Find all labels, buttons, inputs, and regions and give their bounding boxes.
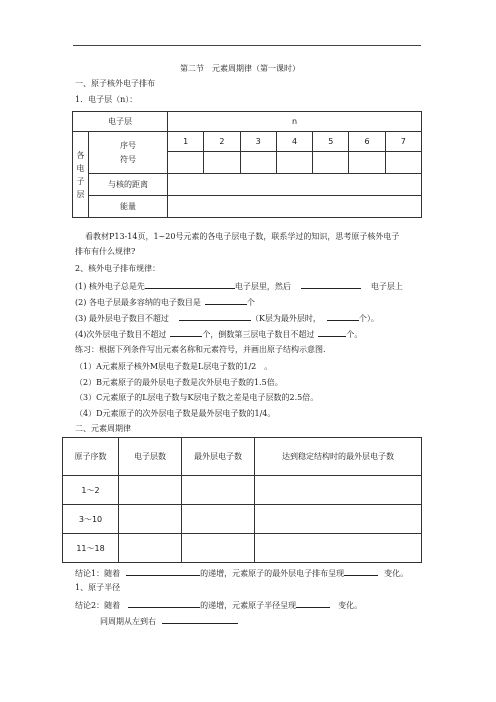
header-stable-outer-electrons: 达到稳定结构时的最外层电子数 [255,438,422,476]
header-electron-layer: 电子层 [73,112,168,132]
symbol-cell [240,152,276,174]
period-line [100,615,238,627]
header-n: n [168,112,422,132]
seq-label: 序号 [120,140,136,150]
row-distance-label: 与核的距离 [89,174,168,196]
fill-blank[interactable] [126,567,200,576]
symbol-cell [349,152,385,174]
answer-cell[interactable] [119,476,182,505]
seq-cell: 7 [385,132,421,152]
practice-item: （1）A元素原子核外M层电子数是L层电子数的1/2 。 [75,362,273,371]
fill-blank[interactable] [296,599,330,608]
item-heading-1: 1．电子层（n）： [75,95,138,104]
fill-blank[interactable] [205,296,247,305]
rule-line-4 [75,328,362,340]
seq-cell: 2 [204,132,240,152]
fill-blank[interactable] [179,312,251,321]
answer-cell[interactable] [119,534,182,563]
practice-item: （3）C元素原子的L层电子数与K层电子数之差是电子层数的2.5倍。 [75,393,319,402]
answer-cell[interactable] [119,505,182,534]
conclusion-text: 的递增，元素原子半径呈现 [200,601,297,610]
symbol-cell [313,152,349,174]
answer-cell[interactable] [255,534,422,563]
section-heading-1: 一、原子核外电子排布 [75,79,155,88]
distance-cell [168,174,422,196]
item-atomic-radius: 1、原子半径 [75,583,121,592]
rule-line-1 [75,280,403,292]
rule-text: (2) 各电子层最多容纳的电子数目是 [75,298,201,307]
seq-cell: 1 [168,132,204,152]
rule-text: 个，倒数第三层电子数目不超过 [202,330,315,339]
conclusion-text: 的递增，元素原子的最外层电子排布呈现 [200,569,345,578]
item-heading-2: 2、核外电子排布规律： [75,264,161,273]
practice-heading: 练习：根据下列条件写出元素名称和元素符号，并画出原子结构示意图. [75,345,326,354]
paragraph-line: 排布有什么规律? [75,247,136,256]
conclusion-text: 变化。 [338,601,363,610]
header-layer-count: 电子层数 [119,438,182,476]
row-label: 1～2 [63,476,119,505]
answer-cell[interactable] [182,476,255,505]
periodic-law-table [62,437,422,563]
header-atomic-number: 原子序数 [63,438,119,476]
section-heading-2: 二、元素周期律 [75,424,131,433]
row-label: 3～10 [63,505,119,534]
period-text: 同周期从左到右 [100,617,156,626]
fill-blank[interactable] [327,312,359,321]
conclusion-text: 变化。 [384,569,409,578]
fill-blank[interactable] [170,328,202,337]
side-char: 电 [76,163,85,173]
practice-item: （2）B元素原子的最外层电子数是次外层电子数的1.5倍。 [75,378,283,387]
rule-line-2 [75,296,255,308]
side-char: 层 [76,189,85,199]
fill-blank[interactable] [145,280,235,289]
rule-text: 电子层上 [370,282,403,291]
symbol-label: 符号 [120,154,136,164]
conclusion-2 [75,599,362,611]
symbol-cell [204,152,240,174]
conclusion-text: 结论1：随着 [75,569,121,578]
answer-cell[interactable] [255,505,422,534]
seq-cell: 4 [276,132,312,152]
rule-text: 个）。 [358,314,379,323]
row-seq-label [89,132,168,174]
fill-blank[interactable] [162,615,238,624]
answer-cell[interactable] [182,534,255,563]
seq-cell: 5 [313,132,349,152]
fill-blank[interactable] [128,599,200,608]
electron-layer-table [72,111,422,218]
rule-line-3 [75,312,379,324]
header-outer-electrons: 最外层电子数 [182,438,255,476]
side-char: 子 [76,176,85,186]
energy-cell [168,196,422,218]
header-rule [73,45,421,46]
side-char: 各 [76,150,85,160]
fill-blank[interactable] [344,567,378,576]
symbol-cell [276,152,312,174]
rule-text: (4)次外层电子数目不超过 [75,330,167,339]
symbol-cell [168,152,204,174]
rule-text: (3) 最外层电子数目不超过 [75,314,169,323]
conclusion-text: 结论2：随着 [75,601,121,610]
side-label [73,132,89,218]
fill-blank[interactable] [301,280,361,289]
answer-cell[interactable] [182,505,255,534]
rule-text: 电子层里，然后 [234,282,291,291]
conclusion-1 [75,567,408,579]
symbol-cell [385,152,421,174]
seq-cell: 3 [240,132,276,152]
row-energy-label: 能量 [89,196,168,218]
answer-cell[interactable] [255,476,422,505]
paragraph-line: 看教材P13-14页，1~20号元素的各电子层电子数，联系学过的知识，思考原子核外电子 [85,232,400,241]
rule-text: （K层为最外层时， [250,314,321,323]
row-label: 11～18 [63,534,119,563]
rule-text: (1) 核外电子总是先 [75,282,145,291]
rule-text: 个 [246,298,255,307]
page-title: 第二节 元素周期律（第一课时） [180,64,300,73]
practice-item: （4）D元素原子的次外层电子数是最外层电子数的1/4。 [75,409,276,418]
seq-cell: 6 [349,132,385,152]
fill-blank[interactable] [318,328,346,337]
rule-text: 个。 [346,330,363,339]
